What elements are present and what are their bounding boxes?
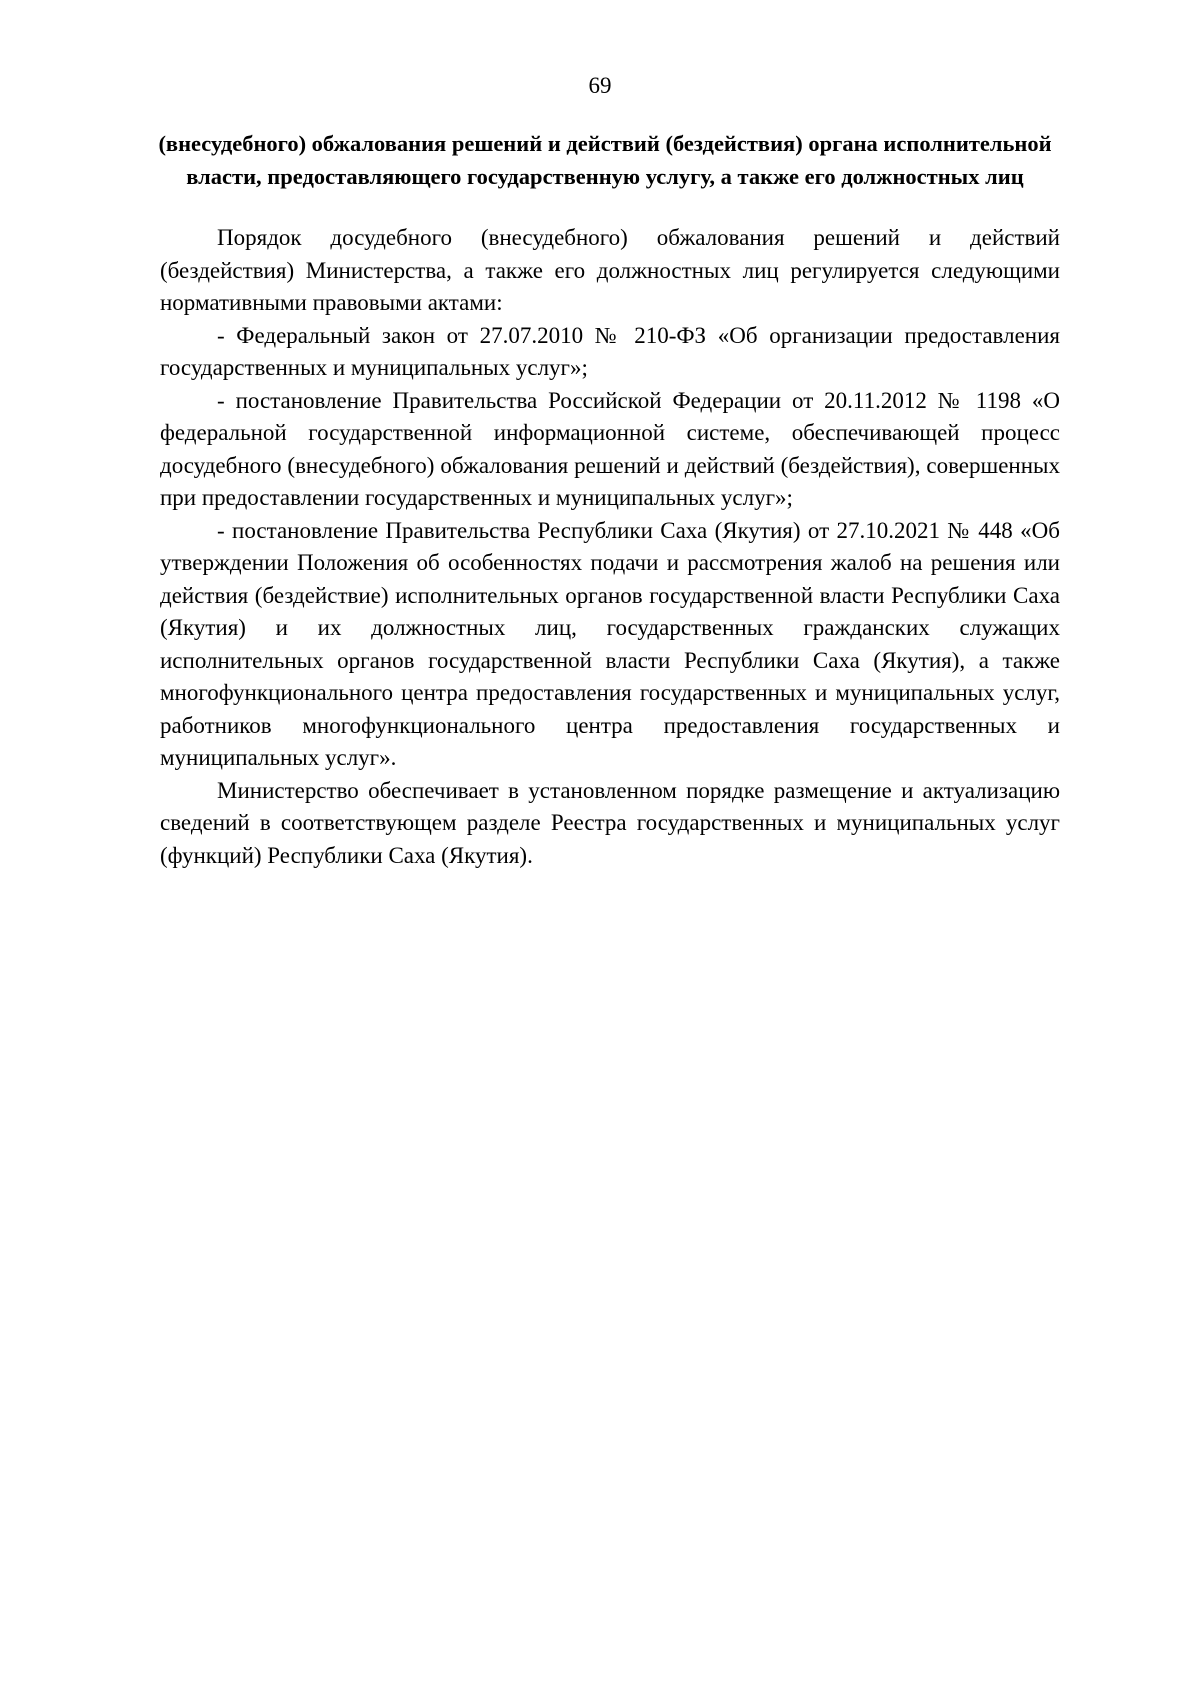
- paragraph-ministry-registry: Министерство обеспечивает в установленном порядке размещение и актуализацию сведений в соответствующем разделе Реестра государственных и муниципальных услуг (функций) Республики Саха (Якутия).: [160, 777, 1060, 868]
- paragraph-intro: Порядок досудебного (внесудебного) обжалования решений и действий (бездействия) Министерства, а также его должностных лиц регулируется следующими нормативными правовыми актами:: [160, 225, 1060, 315]
- section-heading: (внесудебного) обжалования решений и действий (бездействия) органа исполнительной власти, предоставляющего государственную услугу, а также его должностных лиц: [158, 131, 1052, 189]
- paragraph-federal-law: - Федеральный закон от 27.07.2010 № 210-ФЗ «Об организации предоставления государственных и муниципальных услуг»;: [160, 322, 1060, 380]
- page-number: 69: [588, 73, 612, 98]
- paragraph-government-decree-rf: - постановление Правительства Российской Федерации от 20.11.2012 № 1198 «О федеральной государственной информационной системе, обеспечивающей процесс досудебного (внесудебного) обжалования решений и действий (бездействия), совершенных при предоставлении государственных и муниципальных услуг»;: [160, 387, 1060, 510]
- paragraph-government-decree-yakutia: - постановление Правительства Республики Саха (Якутия) от 27.10.2021 № 448 «Об утверждении Положения об особенностях подачи и рассмотрения жалоб на решения или действия (бездействие) исполнительных органов государственной власти Республики Саха (Якутия) и их должностных лиц, государственных гражданских служащих исполнительных органов государственной власти Республики Саха (Якутия), а также многофункционального центра предоставления государственных и муниципальных услуг, работников многофункционального центра предоставления государственных и муниципальных услуг».: [160, 517, 1060, 770]
- document-body: [160, 222, 1060, 872]
